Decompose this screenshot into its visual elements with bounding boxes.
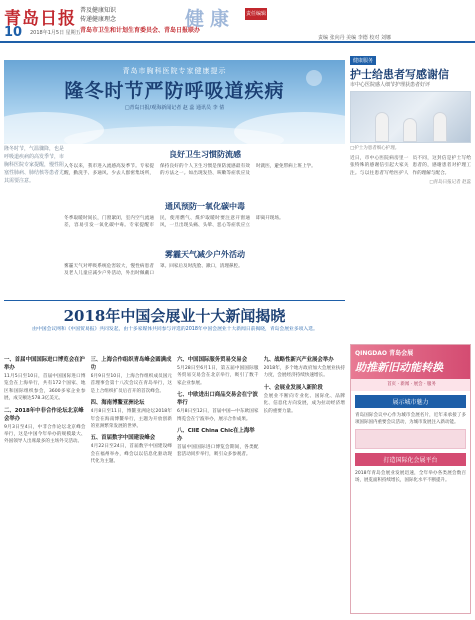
- lead-section-2: [64, 201, 346, 230]
- page-number: 10: [4, 25, 23, 40]
- ad-menu-bar: 首页 · 新闻 · 展会 · 服务: [351, 379, 471, 391]
- masthead-rule: [0, 41, 475, 43]
- right-story: [350, 44, 471, 344]
- lead-side-column: [4, 145, 64, 295]
- review-item-body: 5月28日至6月1日，第五届中国国际服务贸易交易会在北京举行，吸引了数千家企业参展。: [177, 366, 259, 386]
- review-item-body: 11月5日至10日，首届中国国际进口博览会在上海举行，共有172个国家、地区和国际组织参会，3600多家企业参展，成交额达578.3亿美元。: [4, 374, 86, 402]
- review-item-heading: 三、上海合作组织青岛峰会圆满成功: [90, 357, 172, 371]
- expo-ad-panel: [350, 344, 471, 614]
- review-column-2: [91, 352, 173, 614]
- lead-banner: [4, 60, 345, 144]
- section-1-heading: 良好卫生习惯防流感: [169, 150, 241, 159]
- lead-side-text: 隆冬时节，气温骤降，也是呼吸道疾病的高发季节，市胸科医院专家提醒，慢性阻塞性肺病、肺结核等患者尤其需要注意。: [4, 146, 65, 184]
- review-column-4: [264, 352, 346, 614]
- ad-slogan: 助推新旧动能转换: [355, 361, 443, 374]
- masthead-slogan: 普及健康知识 传递健康理念: [80, 7, 117, 23]
- ad-tag-1: 展示城市魅力: [355, 395, 466, 408]
- review-column-3: [177, 352, 259, 614]
- lead-section-3: [64, 249, 346, 278]
- right-story-body: 近日，市中心医院病房里一张特殊的感谢信引起大家关注。与以往患者写给医护人员不同，这封信是护士写给患者的，感谢患者对护理工作的理解与配合。: [350, 156, 471, 176]
- issue-date: 2018年1月5日 星期五: [30, 30, 81, 36]
- section-title: 健康: [185, 8, 236, 30]
- review-columns: [4, 352, 345, 614]
- right-story-subtitle: 市中心医院感人细节护理获患者好评: [350, 82, 431, 88]
- review-column-1: [4, 352, 86, 614]
- co-publisher-line: 青岛市卫生和计划生育委员会、青岛日报联办: [80, 27, 201, 34]
- review-item-body: 6月8日至12日，首届中国—中东欧国家博览会在宁波举办，展示合作成果。: [177, 409, 259, 422]
- lead-headline: 隆冬时节严防呼吸道疾病: [64, 80, 285, 102]
- section-badge: 责任编辑: [245, 8, 267, 20]
- section-3-heading: 雾霾天气减少户外活动: [165, 250, 245, 259]
- section-1-body: 入冬以来，我市进入流感高发季节。专家提醒，勤洗手、多通风、少去人群密集场所，保持良好的个人卫生习惯是预防流感最有效的方法之一。如出现发热、咳嗽等症状应及时就医，避免带病上班上学。: [64, 164, 316, 177]
- right-story-headline: 护士给患者写感谢信: [350, 68, 449, 81]
- review-headline: 2018年中国会展业十大新闻揭晓: [63, 307, 286, 325]
- section-3-body: 雾霾天气对呼吸系统危害较大，慢性病患者及老人儿童应减少户外活动，外出时佩戴口罩。回家后及时洗脸、漱口，清理鼻腔。: [64, 264, 243, 277]
- ad-body-2: 2018年青岛会展业发展迅速，全年举办各类展会数百场，展览面积持续增长，国际化水平不断提升。: [355, 471, 466, 483]
- review-item-heading: 五、首届数字中国建设峰会: [90, 435, 156, 442]
- section-2-heading: 通风预防一氧化碳中毒: [165, 202, 245, 211]
- ad-brand: QINGDAO 青岛会展: [355, 350, 414, 357]
- masthead: [0, 0, 475, 42]
- review-item-heading: 二、2018年中非合作论坛北京峰会举办: [4, 407, 84, 422]
- lead-section-1: [64, 149, 346, 178]
- review-item-body: 首届中国国际进口博览会期间，各类配套活动同步举行，吸引众多参观者。: [177, 445, 259, 458]
- review-item-heading: 六、中国国际服务贸易交易会: [177, 357, 248, 363]
- ad-header: [351, 345, 470, 391]
- editors-line: 责编 张向丹 美编 李德 校对 刘娜: [318, 35, 391, 41]
- section-2-body: 冬季取暖时间长，门窗紧闭，室内空气流通差，容易引发一氧化碳中毒。专家提醒市民，使用燃气、煤炉取暖时要注意开窗通风，一旦出现头痛、头晕、恶心等症状应立即离开现场。: [64, 216, 284, 229]
- review-intro: 由中国会议网和《中国贸易报》共同发起，由十多家媒体共同参与评选的2018年中国会展业十大新闻日前揭晓，青岛会展业多项入选。: [32, 327, 318, 332]
- review-item-body: 6月9日至10日，上海合作组织成员国元首理事会第十八次会议在青岛举行，这是上合组织扩员后召开的首次峰会。: [90, 374, 172, 394]
- ad-photo-strip: [355, 429, 466, 449]
- review-item-heading: 一、首届中国国际进口博览会在沪举办: [4, 357, 85, 371]
- right-story-byline: □青岛日报记者 赵蕊: [429, 179, 471, 185]
- lead-kicker: 青岛市胸科医院专家健康提示: [122, 67, 227, 75]
- photo-figure-patient: [403, 118, 417, 142]
- newspaper-logo: 青岛日报: [4, 9, 76, 29]
- review-item-heading: 四、海南博鳌亚洲论坛: [90, 400, 145, 407]
- review-item-body: 4月22日至24日，首届数字中国建设峰会在福州举办，峰会以以信息化驱动现代化为主题。: [90, 444, 172, 465]
- lead-byline: □青岛日报/观海新闻记者 赵 蕊 通讯员 李 倩: [124, 105, 225, 111]
- photo-figure-nurse: [375, 112, 389, 142]
- lead-article-body: [64, 145, 346, 297]
- review-item-heading: 十、会展业发展入新阶段: [263, 384, 323, 391]
- ad-body-1: 青岛国际会议中心作为城市会展名片，近年来承接了多项国际国内重要会议活动，为城市发展注入新动能。: [355, 413, 466, 425]
- review-item-body: 4月8日至11日，博鳌亚洲论坛2018年年会在海南博鳌举行，主题为开放创新的亚洲繁荣发展的世界。: [90, 409, 172, 430]
- review-item-heading: 九、战略性新兴产业展会举办: [263, 357, 334, 363]
- review-item-body: 9月3日至4日，中非合作论坛北京峰会举行，这是中国今年举办的规模最大、外国领导人出席最多的主场外交活动。: [4, 424, 86, 445]
- photo-figure-nurse-2: [433, 112, 447, 142]
- ad-tag-2: 打造国际化会展平台: [355, 453, 466, 466]
- review-item-heading: 七、中欧进出口商品交易会在宁波举行: [177, 392, 258, 407]
- review-item-heading: 八、CIIE China Chic在上海举办: [177, 428, 255, 443]
- review-item-body: 2018年，多个地方政府加大会展业扶持力度，会展经济持续快速增长。: [263, 366, 345, 379]
- review-item-body: 会展业不断向专业化、国际化、品牌化、信息化方向发展，成为拉动经济增长的重要力量。: [263, 393, 345, 414]
- right-story-tag: 健康服务: [350, 56, 376, 65]
- right-story-photo: [350, 91, 471, 143]
- review-top-rule: [4, 300, 345, 301]
- right-story-caption: □护士为患者细心护理。: [350, 146, 400, 151]
